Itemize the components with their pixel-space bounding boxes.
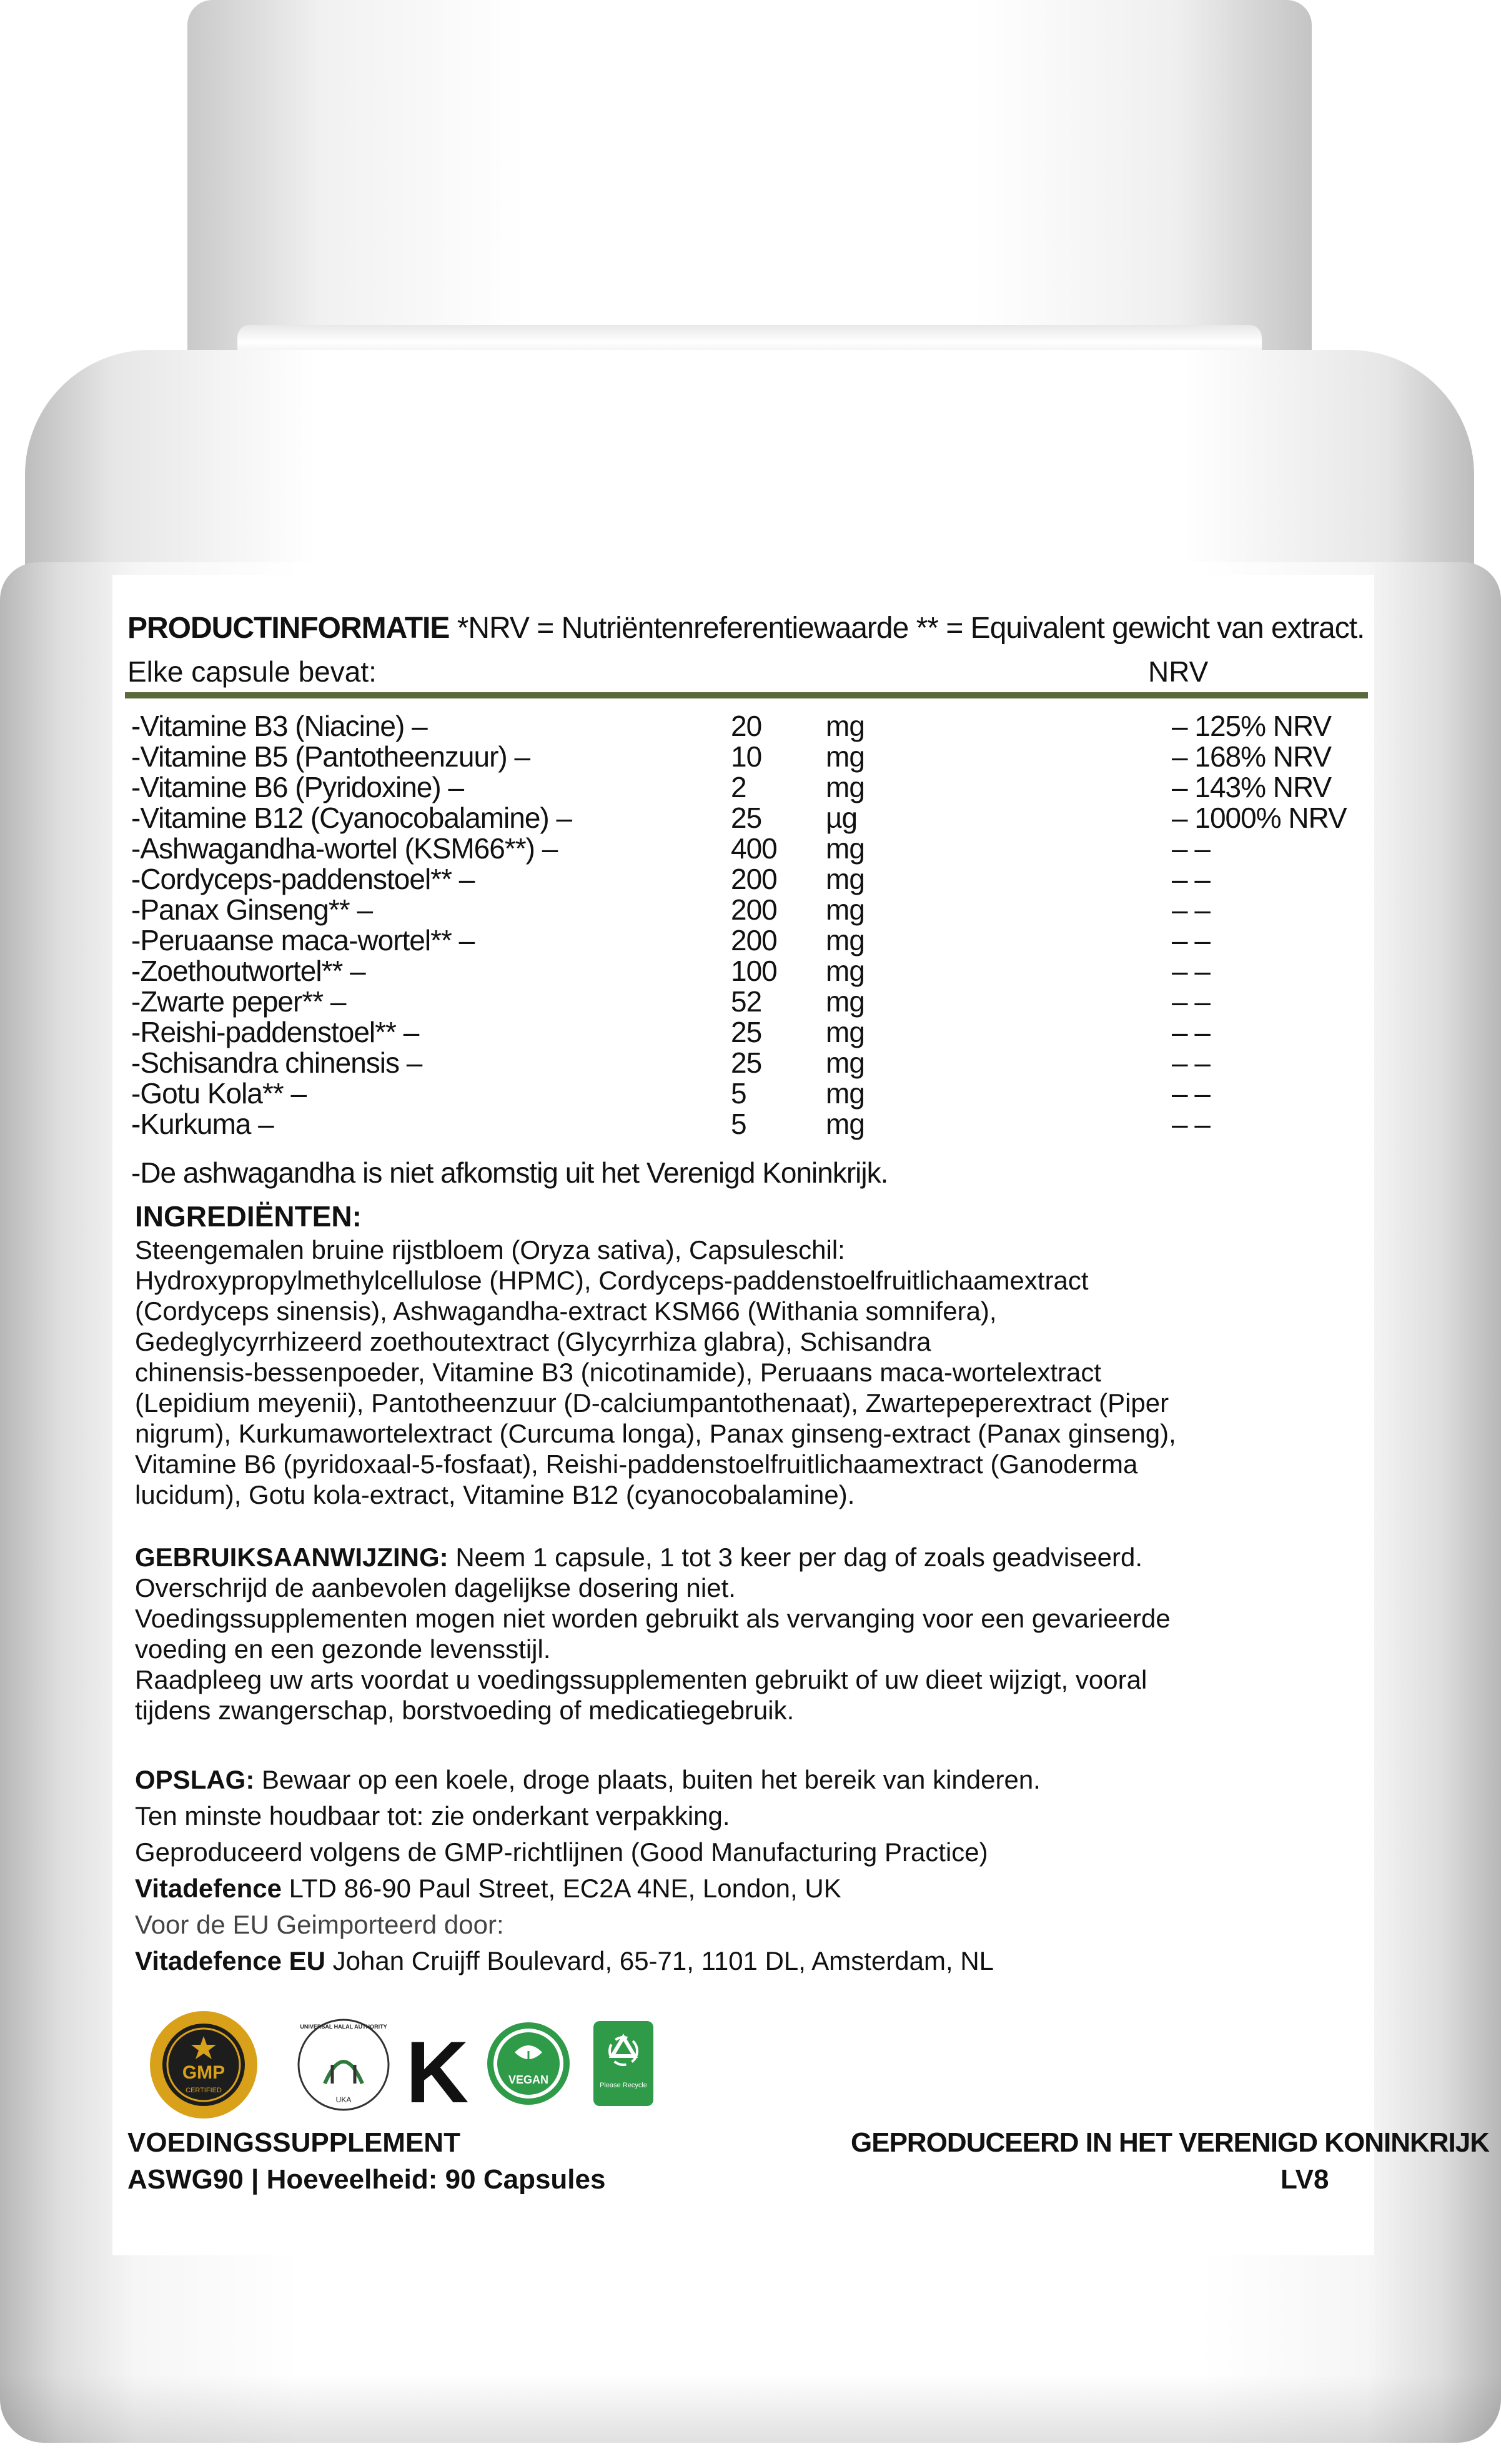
nutrient-row (0, 801, 1501, 832)
made-in-uk: GEPRODUCEERD IN HET VERENIGD KONINKRIJK (851, 2127, 1490, 2158)
nutrient-name: -Vitamine B12 (Cyanocobalamine) – (131, 802, 572, 834)
product-info-header (127, 611, 1364, 645)
storage-text: Bewaar op een koele, droge plaats, buiten het bereik van kinderen. (254, 1765, 1041, 1794)
nutrient-name: -Reishi-paddenstoel** – (131, 1016, 419, 1048)
nutrient-row (0, 1107, 1501, 1138)
nutrient-unit: mg (826, 955, 864, 987)
nutrient-name: -Zwarte peper** – (131, 985, 346, 1018)
each-capsule-label: Elke capsule bevat: (127, 655, 377, 688)
nutrient-row (0, 832, 1501, 865)
ingredients-line: (Cordyceps sinensis), Ashwagandha-extract KSM66 (Withania somnifera), (135, 1296, 997, 1326)
nutrient-nrv: – – (1172, 985, 1210, 1018)
nutrient-name: -Schisandra chinensis – (131, 1046, 422, 1079)
product-info-title: PRODUCTINFORMATIE (127, 612, 450, 645)
nutrient-nrv: – – (1172, 1108, 1210, 1140)
nutrient-unit: mg (826, 924, 864, 956)
nutrient-nrv: – – (1172, 1077, 1210, 1110)
nrv-column-header: NRV (1148, 655, 1209, 688)
nutrient-name: -Kurkuma – (131, 1108, 274, 1140)
nutrient-row (0, 709, 1501, 740)
nutrient-nrv: – – (1172, 1046, 1210, 1079)
nutrient-unit: mg (826, 893, 864, 926)
nutrient-unit: mg (826, 832, 864, 865)
usage-instruction: Neem 1 capsule, 1 tot 3 keer per dag of zoals geadviseerd. (448, 1542, 1142, 1572)
nutrient-row (0, 862, 1501, 893)
best-before: Ten minste houdbaar tot: zie onderkant verpakking. (135, 1801, 730, 1831)
nutrient-unit: mg (826, 771, 864, 803)
manufacturer-name: Vitadefence (135, 1874, 282, 1903)
halal-logo-subtext: UKA (335, 2095, 352, 2104)
halal-icon (294, 2015, 394, 2115)
nutrient-amount: 5 (731, 1077, 746, 1110)
ingredients-line: lucidum), Gotu kola-extract, Vitamine B12 (cyanocobalamine). (135, 1480, 855, 1509)
nutrient-row (0, 770, 1501, 801)
ingredients-line: Vitamine B6 (pyridoxaal-5-fosfaat), Reishi-paddenstoelfruitlichaamextract (Ganoderma (135, 1449, 1138, 1479)
nutrient-nrv: – – (1172, 893, 1210, 926)
recycle-logo-text: Please Recycle (600, 2082, 647, 2089)
nutrient-name: -Ashwagandha-wortel (KSM66**) – (131, 832, 558, 865)
nutrient-amount: 5 (731, 1108, 746, 1140)
batch-code: LV8 (1281, 2164, 1329, 2195)
usage-text (135, 1572, 1171, 1726)
usage-title: GEBRUIKSAANWIJZING: (135, 1542, 448, 1572)
nutrient-amount: 2 (731, 771, 746, 803)
usage-line: voeding en een gezonde levensstijl. (135, 1634, 551, 1664)
nutrient-nrv: – – (1172, 832, 1210, 865)
importer-label: Voor de EU Geimporteerd door: (135, 1910, 504, 1939)
recycle-icon (592, 2020, 655, 2107)
bottle-shoulder (25, 350, 1474, 587)
nutrient-nrv: – – (1172, 955, 1210, 987)
nutrient-amount: 200 (731, 893, 777, 926)
nutrient-unit: mg (826, 1077, 864, 1110)
nutrient-name: -Gotu Kola** – (131, 1077, 307, 1110)
supplement-label: VOEDINGSSUPPLEMENT (127, 2127, 460, 2158)
nutrient-amount: 52 (731, 985, 762, 1018)
nutrient-nrv: – – (1172, 1016, 1210, 1048)
nutrient-nrv: – 1000% NRV (1172, 802, 1347, 834)
nutrient-row (0, 1076, 1501, 1110)
nutrient-unit: mg (826, 985, 864, 1018)
nutrient-amount: 100 (731, 955, 777, 987)
storage-section (135, 1762, 1041, 1979)
usage-line: Voedingssupplementen mogen niet worden gebruikt als vervanging voor een gevarieerde (135, 1604, 1171, 1633)
kosher-logo-text: K (405, 2023, 469, 2112)
vegan-icon (485, 2020, 572, 2107)
nutrient-amount: 200 (731, 924, 777, 956)
kosher-icon (400, 2021, 475, 2112)
nutrient-name: -Vitamine B3 (Niacine) – (131, 710, 427, 742)
ingredients-line: chinensis-bessenpoeder, Vitamine B3 (nicotinamide), Peruaans maca-wortelextract (135, 1358, 1102, 1387)
storage-line (135, 1762, 1041, 1798)
usage-line: Raadpleeg uw arts voordat u voedingssupplementen gebruikt of uw dieet wijzigt, vooral (135, 1665, 1147, 1694)
ingredients-title: INGREDIËNTEN: (135, 1200, 362, 1233)
nutrient-unit: mg (826, 1108, 864, 1140)
nutrient-amount: 25 (731, 802, 762, 834)
storage-title: OPSLAG: (135, 1765, 255, 1794)
table-divider (125, 692, 1368, 698)
ingredients-text (135, 1234, 1176, 1510)
eu-importer-address: Johan Cruijff Boulevard, 65-71, 1101 DL, Amsterdam, NL (325, 1946, 994, 1975)
nutrient-amount: 20 (731, 710, 762, 742)
nutrient-unit: mg (826, 740, 864, 773)
nutrient-nrv: – 143% NRV (1172, 771, 1332, 803)
usage-first-line (135, 1542, 1171, 1572)
halal-logo-text: UNIVERSAL HALAL AUTHORITY (300, 2024, 387, 2030)
nutrient-name: -Peruaanse maca-wortel** – (131, 924, 475, 956)
eu-importer-name: Vitadefence EU (135, 1946, 326, 1975)
product-code-quantity: ASWG90 | Hoeveelheid: 90 Capsules (127, 2164, 606, 2195)
nutrient-amount: 200 (731, 863, 777, 895)
nutrient-nrv: – – (1172, 863, 1210, 895)
vegan-logo-text: VEGAN (508, 2074, 549, 2086)
ingredients-line: nigrum), Kurkumawortelextract (Curcuma longa), Panax ginseng-extract (Panax ginseng), (135, 1419, 1176, 1448)
nutrient-unit: mg (826, 1046, 864, 1079)
nutrient-unit: mg (826, 1016, 864, 1048)
gmp-statement: Geproduceerd volgens de GMP-richtlijnen (Good Manufacturing Practice) (135, 1837, 988, 1867)
origin-note: -De ashwagandha is niet afkomstig uit het Verenigd Koninkrijk. (131, 1156, 888, 1189)
gmp-logo-text: GMP (182, 2062, 225, 2083)
nutrient-row (0, 985, 1501, 1018)
nutrient-unit: mg (826, 710, 864, 742)
ingredients-line: Hydroxypropylmethylcellulose (HPMC), Cordyceps-paddenstoelfruitlichaamextract (135, 1266, 1089, 1295)
nutrient-name: -Panax Ginseng** – (131, 893, 373, 926)
nutrient-amount: 400 (731, 832, 777, 865)
nutrient-amount: 25 (731, 1016, 762, 1048)
nutrient-row (0, 893, 1501, 926)
ingredients-line: (Lepidium meyenii), Pantotheenzuur (D-calciumpantothenaat), Zwartepeperextract (Piper (135, 1388, 1169, 1418)
nutrient-nrv: – 125% NRV (1172, 710, 1332, 742)
nrv-definition: *NRV = Nutriëntenreferentiewaarde ** = Equivalent gewicht van extract. (457, 612, 1365, 645)
nutrient-row (0, 1046, 1501, 1079)
usage-line: Overschrijd de aanbevolen dagelijkse dosering niet. (135, 1573, 736, 1602)
nutrient-name: -Vitamine B5 (Pantotheenzuur) – (131, 740, 530, 773)
nutrient-row (0, 954, 1501, 985)
nutrient-unit: µg (826, 802, 858, 834)
nutrient-name: -Cordyceps-paddenstoel** – (131, 863, 475, 895)
nutrient-amount: 10 (731, 740, 762, 773)
gmp-logo-subtext: CERTIFIED (186, 2087, 222, 2094)
usage-line: tijdens zwangerschap, borstvoeding of medicatiegebruik. (135, 1696, 795, 1725)
nutrient-nrv: – – (1172, 924, 1210, 956)
nutrient-nrv: – 168% NRV (1172, 740, 1332, 773)
usage-section (135, 1542, 1171, 1726)
ingredients-line: Steengemalen bruine rijstbloem (Oryza sativa), Capsuleschil: (135, 1235, 845, 1264)
nutrient-unit: mg (826, 863, 864, 895)
nutrient-row (0, 740, 1501, 773)
gmp-certified-icon (147, 2009, 260, 2121)
eu-importer (135, 1943, 1041, 1979)
nutrient-name: -Zoethoutwortel** – (131, 955, 365, 987)
nutrient-row (0, 1015, 1501, 1046)
nutrient-name: -Vitamine B6 (Pyridoxine) – (131, 771, 464, 803)
nutrient-amount: 25 (731, 1046, 762, 1079)
nutrient-row (0, 923, 1501, 954)
manufacturer-address: LTD 86-90 Paul Street, EC2A 4NE, London, UK (282, 1874, 841, 1903)
bottle-base-shadow (0, 2374, 1501, 2443)
ingredients-line: Gedeglycyrrhizeerd zoethoutextract (Glycyrrhiza glabra), Schisandra (135, 1327, 931, 1356)
manufacturer (135, 1870, 1041, 1907)
